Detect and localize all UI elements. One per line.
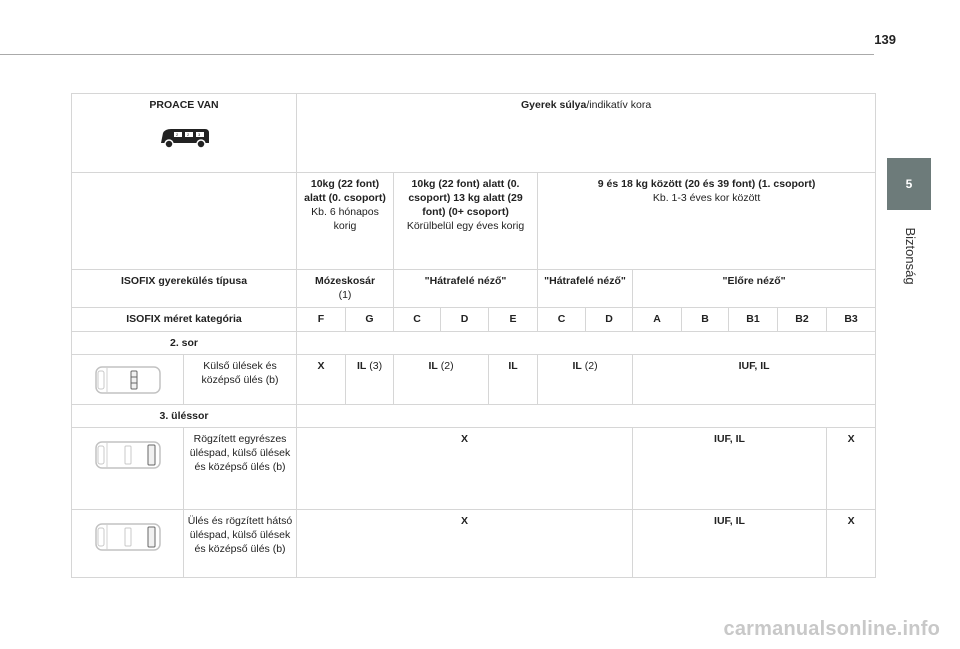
watermark: carmanualsonline.info xyxy=(723,618,940,640)
van-icon xyxy=(155,124,213,150)
group-0-bold: 10kg (22 font) alatt (0. csoport) xyxy=(304,178,386,204)
top-rule xyxy=(0,54,874,55)
row3a-cell: X xyxy=(827,428,876,510)
size-class-cell: A xyxy=(633,308,682,332)
size-class-cell: F xyxy=(297,308,346,332)
size-class-cell: D xyxy=(586,308,633,332)
group-1-cell xyxy=(538,173,876,270)
seat-layout-row3a-icon xyxy=(95,440,161,470)
group-0-rest: Kb. 6 hónapos korig xyxy=(311,206,379,232)
svg-text:2: 2 xyxy=(176,132,179,137)
page-number: 139 xyxy=(874,32,896,47)
chapter-title: Biztonság xyxy=(903,227,918,285)
row3b-cell: X xyxy=(827,510,876,578)
size-class-cell: B3 xyxy=(827,308,876,332)
chapter-tab[interactable]: 5 xyxy=(887,158,931,210)
seat-layout-row3b-icon xyxy=(95,522,161,552)
row2-cell: IL (3) xyxy=(346,355,394,405)
row3a-cell: X xyxy=(297,428,633,510)
size-class-cell: E xyxy=(489,308,538,332)
isofix-type-label: ISOFIX gyerekülés típusa xyxy=(72,270,297,308)
row2-cell: IL (2) xyxy=(538,355,633,405)
size-class-cell: C xyxy=(538,308,586,332)
size-class-cell: B1 xyxy=(729,308,778,332)
isofix-compatibility-table xyxy=(71,93,876,578)
size-class-cell: G xyxy=(346,308,394,332)
vehicle-name: PROACE VAN xyxy=(149,99,219,111)
size-class-cell: B xyxy=(682,308,729,332)
group-0plus-bold: 10kg (22 font) alatt (0. csoport) 13 kg alatt (29 font) (0+ csoport) xyxy=(408,178,523,218)
weight-header-cell xyxy=(297,94,876,173)
row3a-seat-desc: Rögzített egyrészes üléspad, külső ülések és középső ülés (b) xyxy=(184,428,297,510)
group-1-bold: 9 és 18 kg között (20 és 39 font) (1. csoport) xyxy=(597,178,816,190)
row2-cell: IUF, IL xyxy=(633,355,876,405)
type-carrycot: Mózeskosár xyxy=(314,275,376,287)
svg-text:3: 3 xyxy=(198,132,201,137)
group-0plus-rest: Körülbelül egy éves korig xyxy=(406,220,525,232)
type-rear-facing-1: "Hátrafelé néző" xyxy=(394,270,538,308)
type-forward-facing: "Előre néző" xyxy=(633,270,876,308)
type-carrycot-note: (1) xyxy=(338,289,352,301)
group-0-cell xyxy=(297,173,394,270)
seat-diagram-row3a-cell xyxy=(72,428,184,510)
row2-cell: IL xyxy=(489,355,538,405)
size-class-cell: B2 xyxy=(778,308,827,332)
row3a-cell: IUF, IL xyxy=(633,428,827,510)
type-rear-facing-2: "Hátrafelé néző" xyxy=(538,270,633,308)
row2-cell: IL (2) xyxy=(394,355,489,405)
size-class-cell: D xyxy=(441,308,489,332)
svg-text:2: 2 xyxy=(187,132,190,137)
weight-header-bold: Gyerek súlya xyxy=(520,99,587,111)
vehicle-header-cell xyxy=(72,94,297,173)
group-0plus-cell xyxy=(394,173,538,270)
row3b-seat-desc: Ülés és rögzített hátsó üléspad, külső ülések és középső ülés (b) xyxy=(184,510,297,578)
seat-diagram-row2-cell xyxy=(72,355,184,405)
weight-header-rest: /indikatív kora xyxy=(586,99,652,111)
row2-cell: X xyxy=(297,355,346,405)
seat-layout-row2-icon xyxy=(95,365,161,395)
row2-label: 2. sor xyxy=(72,332,297,355)
seat-diagram-row3b-cell xyxy=(72,510,184,578)
row3-label: 3. üléssor xyxy=(72,405,297,428)
group-1-rest: Kb. 1-3 éves kor között xyxy=(652,192,761,204)
row3b-cell: IUF, IL xyxy=(633,510,827,578)
row2-seat-desc: Külső ülések és középső ülés (b) xyxy=(184,355,297,405)
row3b-cell: X xyxy=(297,510,633,578)
size-class-cell: C xyxy=(394,308,441,332)
type-carrycot-cell xyxy=(297,270,394,308)
size-class-label: ISOFIX méret kategória xyxy=(72,308,297,332)
